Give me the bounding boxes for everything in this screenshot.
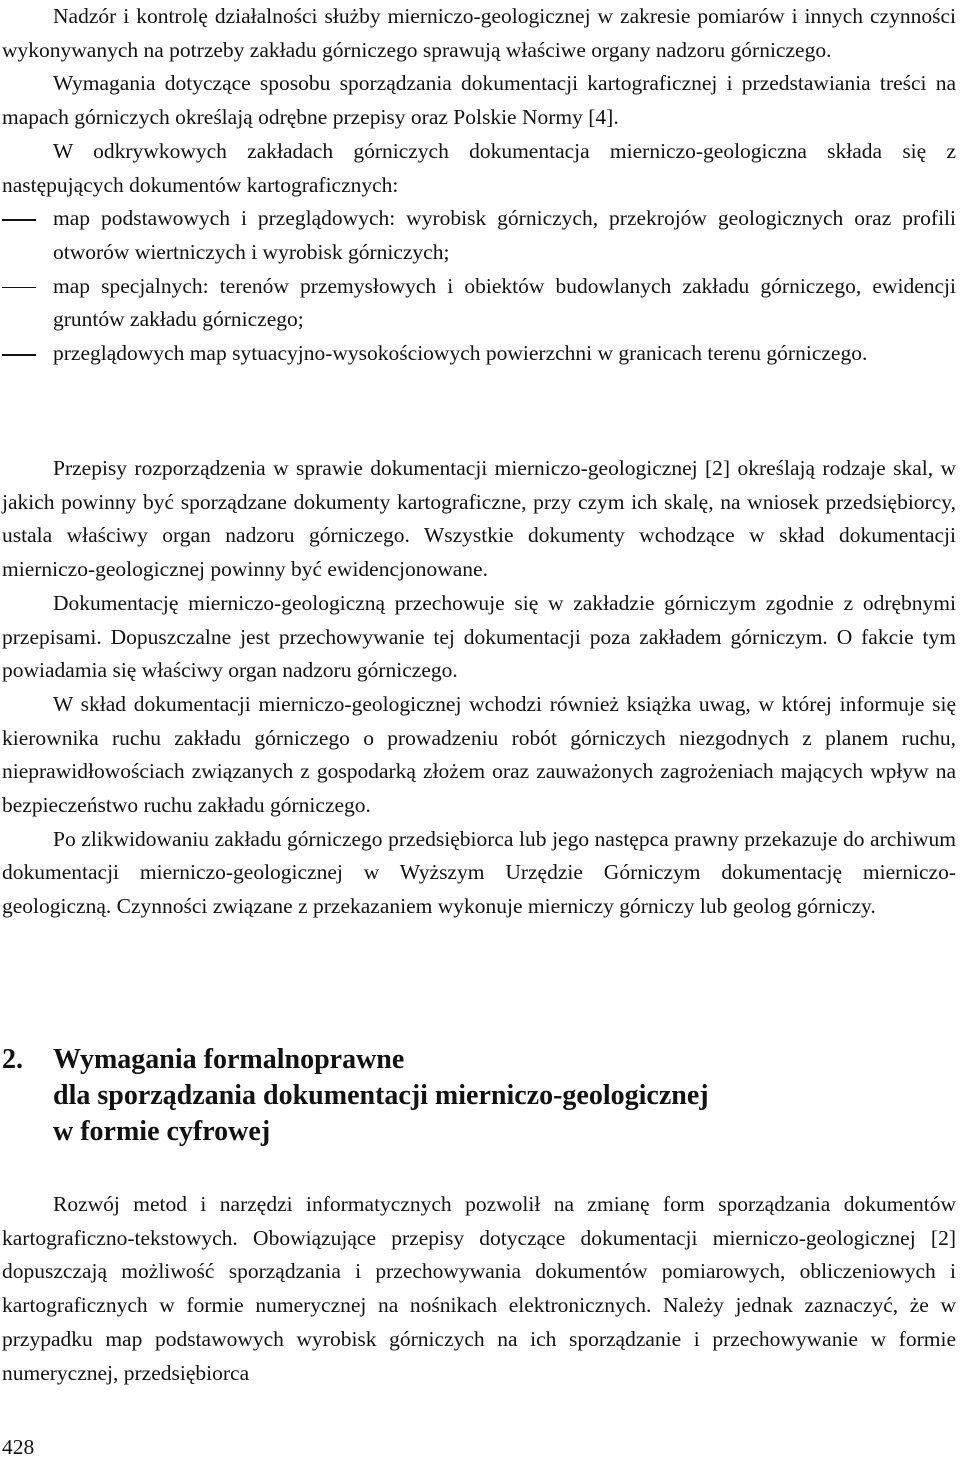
dash-bullet	[2, 354, 36, 356]
paragraph: W skład dokumentacji mierniczo-geologicznej wchodzi również książka uwag, w której informuje się kierownika ruchu zakładu górniczego o prowadzeniu robót górniczych niezgodnych z planem ruchu, nieprawidłowościach związanych z gospodarką złożem oraz zauważonych zagrożeniach mających wpływ na bezpieczeństwo ruchu zakładu górniczego.	[2, 691, 956, 818]
dash-list	[2, 202, 956, 371]
text-block-middle	[2, 452, 956, 924]
dash-bullet	[2, 287, 36, 289]
text-block-top	[2, 0, 956, 371]
paragraph: Rozwój metod i narzędzi informatycznych pozwolił na zmianę form sporządzania dokumentów kartograficzno-tekstowych. Obowiązujące przepisy dotyczące dokumentacji mierniczo-geologicznej [2] dopuszczają możliwość sporządzania i przechowywania dokumentów pomiarowych, obliczeniowych i kartograficznych w formie numerycznej na nośnikach elektronicznych. Należy jednak zaznaczyć, że w przypadku map podstawowych wyrobisk górniczych na ich sporządzanie i przechowywanie w formie numerycznej, przedsiębiorca	[2, 1192, 956, 1385]
document-page	[2, 0, 956, 1462]
list-item	[2, 337, 956, 371]
text-block-bottom	[2, 1188, 956, 1390]
page-number: 428	[2, 1435, 35, 1459]
section-title-line: Wymagania formalnoprawne	[53, 1044, 405, 1075]
paragraph: Wymagania dotyczące sposobu sporządzania dokumentacji kartograficznej i przedstawiania treści na mapach górniczych określają odrębne przepisy oraz Polskie Normy [4].	[2, 71, 956, 130]
dash-bullet	[2, 219, 36, 221]
section-title	[53, 1042, 956, 1150]
section-title-line: w formie cyfrowej	[53, 1116, 271, 1147]
list-item-text: przeglądowych map sytuacyjno-wysokościowych powierzchni w granicach terenu górniczego.	[53, 341, 868, 366]
list-item	[2, 202, 956, 269]
section-heading	[2, 1042, 956, 1150]
section-number: 2.	[2, 1044, 23, 1075]
paragraph: Nadzór i kontrolę działalności służby mierniczo-geologicznej w zakresie pomiarów i innych czynności wykonywanych na potrzeby zakładu górniczego sprawują właściwe organy nadzoru górniczego.	[2, 4, 956, 62]
paragraph: Przepisy rozporządzenia w sprawie dokumentacji mierniczo-geologicznej [2] określają rodzaje skal, w jakich powinny być sporządzane dokumenty kartograficzne, przy czym ich skalę, na wniosek przedsiębiorcy, ustala właściwy organ nadzoru górniczego. Wszystkie dokumenty wchodzące w skład dokumentacji mierniczo-geologicznej powinny być ewidencjonowane.	[2, 456, 956, 582]
paragraph: W odkrywkowych zakładach górniczych dokumentacja mierniczo-geologiczna składa się z następujących dokumentów kartograficznych:	[2, 138, 956, 197]
section-title-line: dla sporządzania dokumentacji mierniczo-geologicznej	[53, 1080, 709, 1111]
paragraph: Dokumentację mierniczo-geologiczną przechowuje się w zakładzie górniczym zgodnie z odrębnymi przepisami. Dopuszczalne jest przechowywanie tej dokumentacji poza zakładem górniczym. O fakcie tym powiadamia się właściwy organ nadzoru górniczego.	[2, 590, 956, 683]
list-item-text: map specjalnych: terenów przemysłowych i obiektów budowlanych zakładu górniczego, ewidencji gruntów zakładu górniczego;	[53, 273, 956, 332]
paragraph: Po zlikwidowaniu zakładu górniczego przedsiębiorca lub jego następca prawny przekazuje do archiwum dokumentacji mierniczo-geologicznej w Wyższym Urzędzie Górniczym dokumentację mierniczo-geologiczną. Czynności związane z przekazaniem wykonuje mierniczy górniczy lub geolog górniczy.	[2, 826, 956, 919]
list-item	[2, 270, 956, 337]
list-item-text: map podstawowych i przeglądowych: wyrobisk górniczych, przekrojów geologicznych oraz profili otworów wiertniczych i wyrobisk górniczych;	[53, 206, 956, 264]
